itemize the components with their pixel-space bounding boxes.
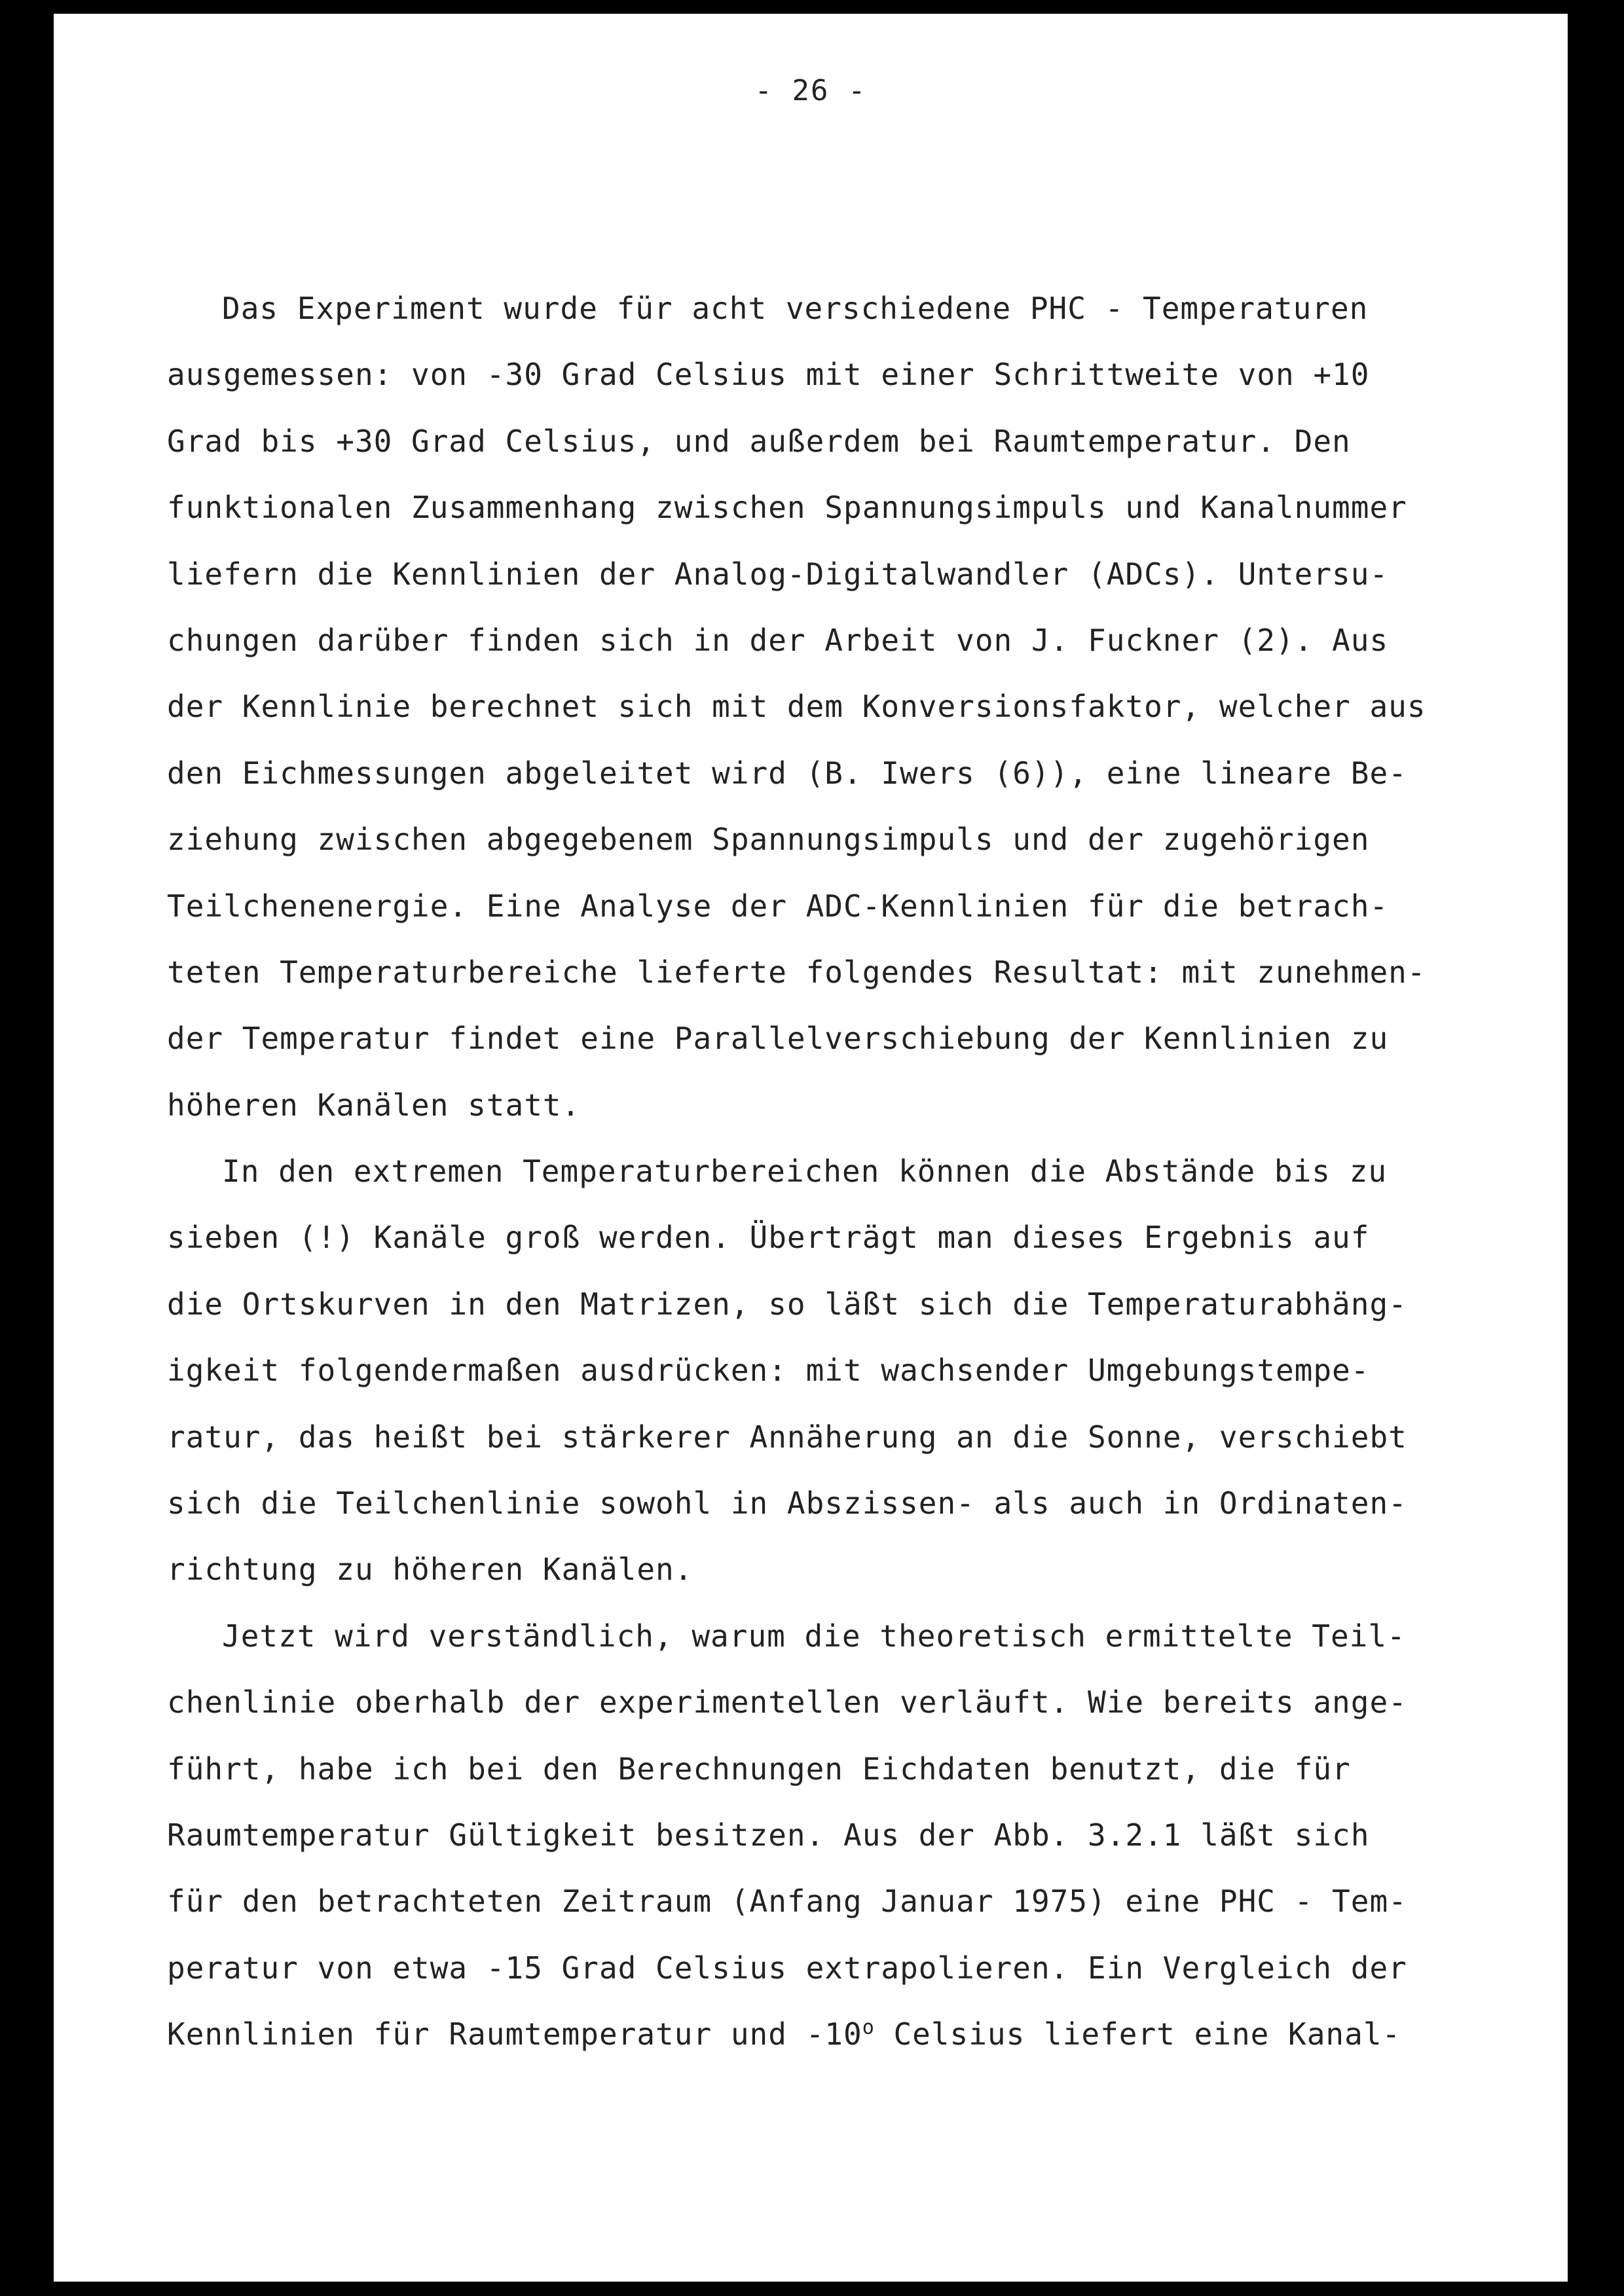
text-line: ausgemessen: von -30 Grad Celsius mit einer Schrittweite von +10: [167, 357, 1370, 393]
text-line: Jetzt wird verständlich, warum die theoretisch ermittelte Teil-: [222, 1618, 1406, 1654]
text-line: Das Experiment wurde für acht verschiedene PHC - Temperaturen: [222, 291, 1369, 326]
text-line: führt, habe ich bei den Berechnungen Eichdaten benutzt, die für: [167, 1751, 1351, 1787]
text-line: Grad bis +30 Grad Celsius, und außerdem bei Raumtemperatur. Den: [167, 423, 1351, 459]
text-line-last: [167, 2001, 1542, 2068]
text-line: liefern die Kennlinien der Analog-Digitalwandler (ADCs). Untersu-: [167, 556, 1389, 592]
page-number: - 26 -: [754, 74, 867, 107]
text-line: ziehung zwischen abgegebenem Spannungsimpuls und der zugehörigen: [167, 822, 1370, 858]
text-line: chungen darüber finden sich in der Arbeit von J. Fuckner (2). Aus: [167, 622, 1389, 658]
degree-superscript: o: [862, 2016, 875, 2039]
text-line: teten Temperaturbereiche lieferte folgendes Resultat: mit zunehmen-: [167, 954, 1426, 990]
text-line: die Ortskurven in den Matrizen, so läßt sich die Temperaturabhäng-: [167, 1286, 1407, 1322]
text-line: den Eichmessungen abgeleitet wird (B. Iwers (6)), eine lineare Be-: [167, 755, 1407, 791]
last-line-start: Kennlinien für Raumtemperatur und -10: [167, 2016, 862, 2052]
last-line-end: Celsius liefert eine Kanal-: [874, 2016, 1401, 2052]
text-line: chenlinie oberhalb der experimentellen verläuft. Wie bereits ange-: [167, 1685, 1407, 1721]
text-line: sieben (!) Kanäle groß werden. Überträgt man dieses Ergebnis auf: [167, 1220, 1370, 1256]
text-line: für den betrachteten Zeitraum (Anfang Januar 1975) eine PHC - Tem-: [167, 1884, 1407, 1920]
text-line: der Kennlinie berechnet sich mit dem Konversionsfaktor, welcher aus: [167, 689, 1426, 725]
document-page: [52, 12, 1568, 2282]
text-line: sich die Teilchenlinie sowohl in Abszissen- als auch in Ordinaten-: [167, 1485, 1407, 1522]
text-line: peratur von etwa -15 Grad Celsius extrapolieren. Ein Vergleich der: [167, 1950, 1407, 1986]
text-line: der Temperatur findet eine Parallelverschiebung der Kennlinien zu: [167, 1021, 1389, 1057]
text-line: igkeit folgendermaßen ausdrücken: mit wachsender Umgebungstempe-: [167, 1353, 1370, 1389]
body-text: [167, 276, 1542, 2068]
text-line: In den extremen Temperaturbereichen können die Abstände bis zu: [222, 1154, 1388, 1190]
text-line: höheren Kanälen statt.: [167, 1087, 581, 1123]
text-line: richtung zu höheren Kanälen.: [167, 1552, 693, 1588]
text-line: funktionalen Zusammenhang zwischen Spannungsimpuls und Kanalnummer: [167, 490, 1407, 526]
text-line: ratur, das heißt bei stärkerer Annäherung an die Sonne, verschiebt: [167, 1419, 1407, 1455]
text-line: Raumtemperatur Gültigkeit besitzen. Aus der Abb. 3.2.1 läßt sich: [167, 1817, 1370, 1853]
text-line: Teilchenenergie. Eine Analyse der ADC-Kennlinien für die betrach-: [167, 888, 1389, 924]
